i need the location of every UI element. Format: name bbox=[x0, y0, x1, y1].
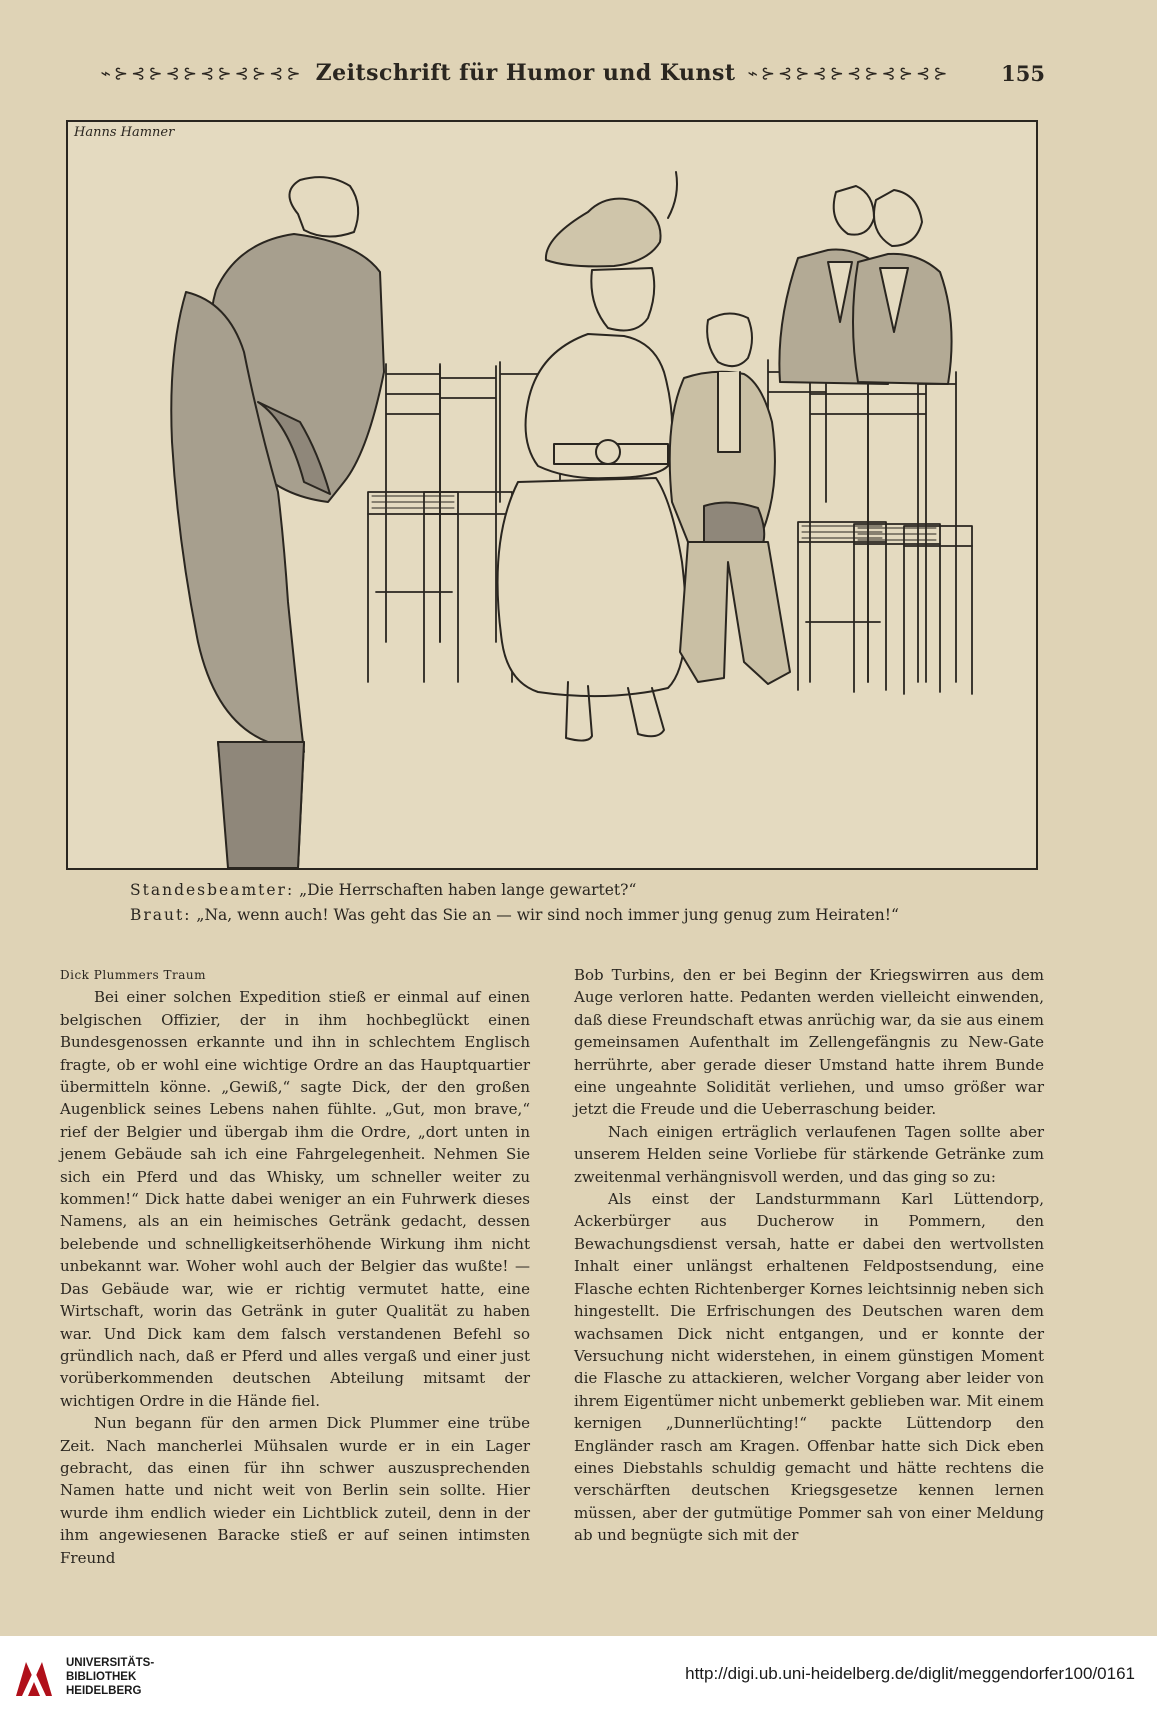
official-figure bbox=[171, 177, 384, 868]
library-footer bbox=[0, 1636, 1157, 1718]
caption-line-1 bbox=[130, 878, 1030, 903]
library-name-line-3: HEIDELBERG bbox=[66, 1685, 142, 1697]
article-paragraph: Als einst der Landsturmmann Karl Lüttendorp, Ackerbürger aus Ducherow in Pommern, den Bewachungsdienst versah, hatte er dabei den wertvollsten Inhalt einer unlängst erhaltenen Feldpostsendung, eine Flasche echten Richtenberger Kornes leichtsinnig neben sich hingestellt. Die Erfrischungen des Deutschen waren dem wachsamen Dick nicht entgangen, und er konnte der Versuchung nicht widerstehen, in einem günstigen Moment die Flasche zu attackieren, welcher Vorgang aber leider von ihrem Eigentümer nicht unbemerkt geblieben war. Mit einem kernigen „Dunnerlüchting!“ packte Lüttendorp den Engländer rasch am Kragen. Offenbar hatte sich Dick eben eines Diebstahls schuldig gemacht und hätte rechtens die verschärften deutschen Kriegsgesetze kennen lernen müssen, aber der gutmütige Pommer sah von einer Meldung ab und begnügte sich mit der bbox=[574, 1190, 1044, 1545]
caption-speaker-1: Standesbeamter: bbox=[130, 881, 295, 899]
article-column-right bbox=[574, 964, 1044, 1547]
library-name-line-1: UNIVERSITÄTS- bbox=[66, 1657, 155, 1669]
article-paragraph: Nach einigen erträglich verlaufenen Tagen sollte aber unserem Helden seine Vorliebe für stärkende Getränke zum zweitenmal verhängnisvoll werden, und das ging so zu: bbox=[574, 1122, 1044, 1186]
caption-speaker-2: Braut: bbox=[130, 906, 192, 924]
article-paragraph: Bei einer solchen Expedition stieß er einmal auf einen belgischen Offizier, der in ihm hochbeglückt einen Bundesgenossen erkannte und ihn in schlechtem Englisch fragte, ob er wohl eine wichtige Ordre an das Hauptquartier übermitteln könne. „Gewiß,“ sagte Dick, der den großen Augenblick seines Lebens nahen fühlte. „Gut, mon brave,“ rief der Belgier und übergab ihm die Ordre, „dort unten in jenem Gebäude sah ich eine Fahrgelegenheit. Nehmen Sie sich ein Pferd und das Whisky, um schneller weiter zu kommen!“ Dick hatte dabei weniger an ein Fuhrwerk dieses Namens, als an ein heimisches Getränk gedacht, dessen belebende und schnelligkeitserhöhende Wirkung ihm nicht unbekannt war. Woher wohl auch der Belgier das wußte! — Das Gebäude war, wie er richtig vermutet hatte, eine Wirtschaft, worin das Getränk in guter Qualität zu haben war. Und Dick kam dem falsch verstandenen Befehl so gründlich nach, daß er Pferd und alles vergaß und einer just vorüberkommenden deutschen Abteilung mitsamt der wichtigen Ordre in die Hände fiel. bbox=[60, 988, 530, 1410]
spectators-figures bbox=[779, 186, 951, 384]
cartoon-drawing bbox=[68, 122, 1036, 868]
university-logo-icon bbox=[12, 1656, 56, 1700]
article-title: Dick Plummers Traum bbox=[60, 968, 206, 982]
article-paragraph: Nun begann für den armen Dick Plummer eine trübe Zeit. Nach mancherlei Mühsalen wurde er in ein Lager gebracht, das einen für ihn schwer auszusprechenden Namen hatte und nicht weit von Berlin sein sollte. Hier wurde ihm endlich wieder ein Lichtblick zuteil, denn in der ihm angewiesenen Baracke stieß er auf seinen intimsten Freund bbox=[60, 1414, 530, 1567]
cartoon-illustration bbox=[66, 120, 1038, 870]
cartoon-caption bbox=[130, 878, 1030, 928]
caption-text-2: „Na, wenn auch! Was geht das Sie an — wir sind noch immer jung genug zum Heiraten!“ bbox=[196, 906, 899, 924]
groom-figure bbox=[670, 313, 790, 684]
library-name-line-2: BIBLIOTHEK bbox=[66, 1671, 137, 1683]
page-number: 155 bbox=[1001, 60, 1045, 86]
caption-line-2 bbox=[130, 903, 1030, 928]
magazine-title: Zeitschrift für Humor und Kunst bbox=[315, 60, 736, 86]
artist-signature: Hanns Hamner bbox=[74, 125, 175, 140]
bride-figure bbox=[498, 172, 686, 741]
library-name bbox=[66, 1656, 154, 1698]
source-url-link[interactable]: http://digi.ub.uni-heidelberg.de/diglit/meggendorfer100/0161 bbox=[685, 1664, 1135, 1683]
header-ornament-right: ⌁⊱⊰⊱⊰⊱⊰⊱⊰⊱⊰⊱ bbox=[747, 64, 951, 82]
article-column-left bbox=[60, 964, 530, 1569]
page-header bbox=[60, 56, 1045, 90]
caption-text-1: „Die Herrschaften haben lange gewartet?“ bbox=[299, 881, 637, 899]
article-paragraph: Bob Turbins, den er bei Beginn der Kriegswirren aus dem Auge verloren hatte. Pedanten werden vielleicht einwenden, daß diese Freundschaft etwas anrüchig war, da sie aus einem gemeinsamen Aufenthalt im Zellengefängnis zu New-Gate herrührte, aber gerade dieser Umstand hatte ihrem Bunde eine ungeahnte Solidität verliehen, und umso größer war jetzt die Freude und die Ueberraschung beider. bbox=[574, 966, 1044, 1119]
header-ornament-left: ⌁⊱⊰⊱⊰⊱⊰⊱⊰⊱⊰⊱ bbox=[100, 64, 304, 82]
